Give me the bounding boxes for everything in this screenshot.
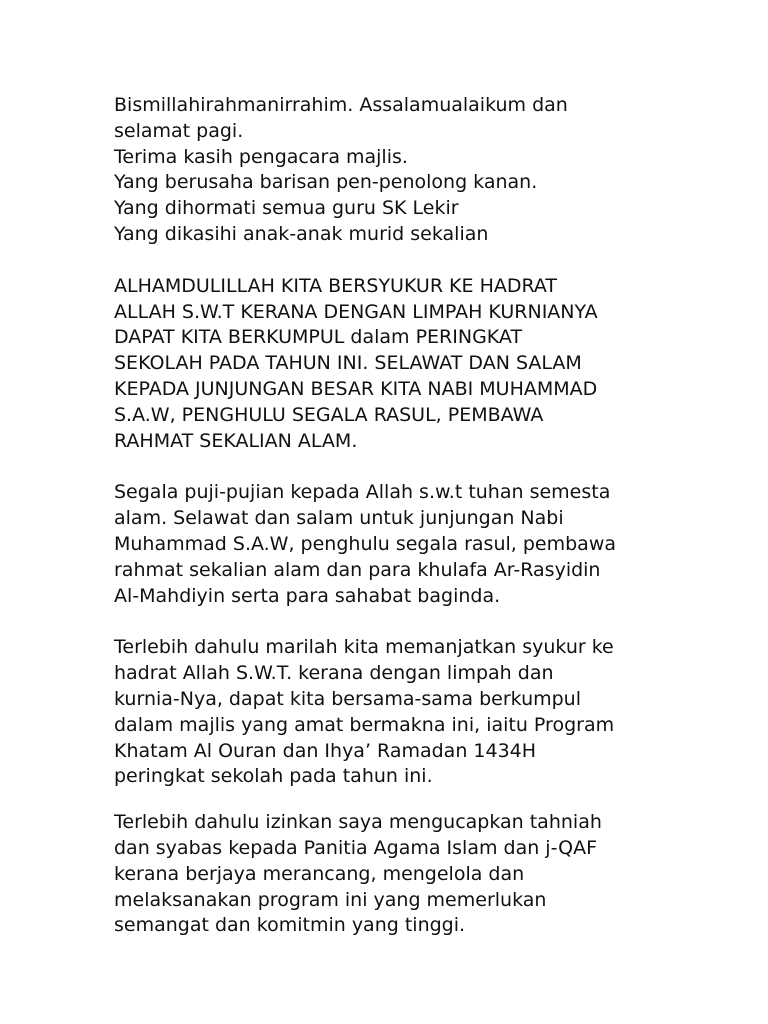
paragraph-spacer: [114, 609, 714, 635]
text-line: Terima kasih pengacara majlis.: [114, 145, 408, 168]
text-line: kerana berjaya merancang, mengelola dan: [114, 862, 525, 885]
text-line: dalam majlis yang amat bermakna ini, iaitu Program: [114, 713, 615, 736]
text-line: semangat dan komitmin yang tinggi.: [114, 914, 466, 937]
text-line: ALLAH S.W.T KERANA DENGAN LIMPAH KURNIANYA: [114, 300, 598, 323]
text-line: Segala puji-pujian kepada Allah s.w.t tuhan semesta: [114, 481, 611, 504]
text-line: RAHMAT SEKALIAN ALAM.: [114, 429, 358, 452]
text-line: Yang berusaha barisan pen-penolong kanan.: [114, 171, 538, 194]
text-line: KEPADA JUNJUNGAN BESAR KITA NABI MUHAMMAD: [114, 377, 598, 400]
text-line: kurnia-Nya, dapat kita bersama-sama berkumpul: [114, 687, 582, 710]
text-line: DAPAT KITA BERKUMPUL dalam PERINGKAT: [114, 326, 523, 349]
paragraph-congratulations: [114, 810, 714, 939]
text-line: Khatam Al Ouran dan Ihya’ Ramadan 1434H: [114, 739, 537, 762]
paragraph-spacer: [114, 248, 714, 274]
text-line: hadrat Allah S.W.T. kerana dengan limpah dan: [114, 662, 554, 685]
text-line: Yang dikasihi anak-anak murid sekalian: [114, 222, 489, 245]
paragraph-spacer: [114, 454, 714, 480]
text-line: selamat pagi.: [114, 119, 244, 142]
paragraph-greeting: [114, 93, 714, 248]
text-line: Muhammad S.A.W, penghulu segala rasul, pembawa: [114, 532, 616, 555]
text-line: Yang dihormati semua guru SK Lekir: [114, 197, 459, 220]
text-line: Al-Mahdiyin serta para sahabat baginda.: [114, 584, 501, 607]
text-line: rahmat sekalian alam dan para khulafa Ar-Rasyidin: [114, 558, 601, 581]
text-line: S.A.W, PENGHULU SEGALA RASUL, PEMBAWA: [114, 403, 544, 426]
text-line: alam. Selawat dan salam untuk junjungan Nabi: [114, 507, 564, 530]
paragraph-praise: [114, 480, 714, 609]
document-page: [114, 93, 714, 939]
text-line: melaksanakan program ini yang memerlukan: [114, 888, 547, 911]
text-line: ALHAMDULILLAH KITA BERSYUKUR KE HADRAT: [114, 274, 558, 297]
text-line: peringkat sekolah pada tahun ini.: [114, 765, 433, 788]
text-line: Terlebih dahulu marilah kita memanjatkan syukur ke: [114, 636, 614, 659]
text-line: SEKOLAH PADA TAHUN INI. SELAWAT DAN SALAM: [114, 352, 582, 375]
paragraph-spacer: [114, 790, 714, 810]
paragraph-alhamdulillah: [114, 274, 714, 455]
text-line: Bismillahirahmanirrahim. Assalamualaikum dan: [114, 94, 568, 116]
paragraph-gratitude: [114, 635, 714, 790]
text-line: dan syabas kepada Panitia Agama Islam dan j-QAF: [114, 836, 598, 859]
text-line: Terlebih dahulu izinkan saya mengucapkan tahniah: [114, 811, 602, 834]
